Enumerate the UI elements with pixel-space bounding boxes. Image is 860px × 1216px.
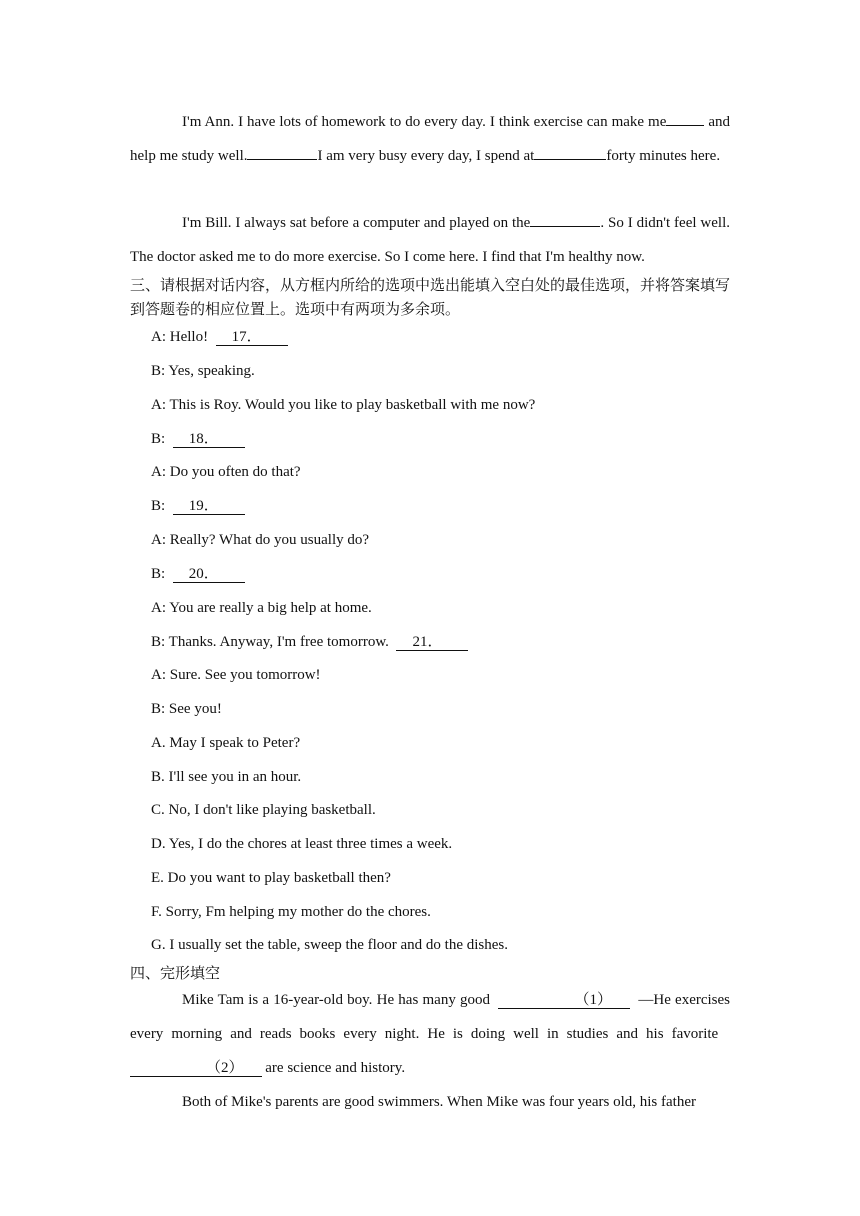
cloze-paragraph-2: Both of Mike's parents are good swimmers. When Mike was four years old, his father — [182, 1094, 696, 1110]
answer-blank[interactable] — [666, 110, 704, 126]
option-f: F. Sorry, Fm helping my mother do the chores. — [151, 904, 431, 920]
section-3-heading: 三、请根据对话内容，从方框内所给的选项中选出能填入空白处的最佳选项，并将答案填写到答题卷的相应位置上。选项中有两项为多余项。 — [130, 276, 731, 318]
dialogue-text: B: — [151, 431, 166, 447]
answer-blank[interactable] — [534, 144, 606, 160]
dialogue-line: A: Do you often do that? — [151, 464, 301, 480]
dialogue-blank-20[interactable]: 20． — [173, 566, 245, 583]
ann-text-2: and help me study well. — [130, 114, 731, 164]
option-c: C. No, I don't like playing basketball. — [151, 802, 376, 818]
option-e: E. Do you want to play basketball then? — [151, 870, 391, 886]
dialogue-blank-21[interactable]: 21． — [396, 634, 468, 651]
dialogue-text: B: — [151, 498, 166, 514]
dialogue-line — [151, 429, 245, 449]
dialogue-text: B: — [151, 566, 166, 582]
bill-text-2: . So I didn't feel well. The doctor asked me to do more exercise. So I come here. I find that I'm healthy now. — [130, 215, 730, 265]
answer-blank[interactable] — [530, 211, 600, 227]
dialogue-blank-18[interactable]: 18． — [173, 431, 245, 448]
option-d: D. Yes, I do the chores at least three times a week. — [151, 836, 453, 852]
dialogue-blank-19[interactable]: 19． — [173, 498, 245, 515]
cloze-text-1: Mike Tam is a 16-year-old boy. He has many good — [182, 992, 491, 1008]
option-b: B. I'll see you in an hour. — [151, 769, 302, 785]
dialogue-line: A: Sure. See you tomorrow! — [151, 667, 321, 683]
ann-text-3: I am very busy every day, I spend at — [317, 148, 535, 164]
ann-paragraph — [130, 105, 730, 173]
cloze-text-2: —He exercises every morning and reads books every night. He is doing well in studies and his favorite — [130, 992, 731, 1042]
ann-text-4: forty minutes here. — [606, 148, 721, 164]
dialogue-text: A: Hello! — [151, 329, 209, 345]
option-g: G. I usually set the table, sweep the floor and do the dishes. — [151, 937, 508, 953]
dialogue-blank-17[interactable]: 17． — [216, 329, 288, 346]
cloze-paragraph-1 — [130, 983, 730, 1085]
cloze-blank-2[interactable]: （2） — [130, 1060, 262, 1077]
dialogue-line: A: Really? What do you usually do? — [151, 532, 370, 548]
ann-text-1: I'm Ann. I have lots of homework to do every day. I think exercise can make me — [182, 114, 667, 130]
dialogue-line — [151, 327, 288, 347]
dialogue-line — [151, 496, 245, 516]
dialogue-line: B: Yes, speaking. — [151, 363, 255, 379]
dialogue-text: B: Thanks. Anyway, I'm free tomorrow. — [151, 634, 389, 650]
answer-blank[interactable] — [247, 144, 317, 160]
dialogue-line — [151, 632, 468, 652]
dialogue-line — [151, 564, 245, 584]
dialogue-line: A: You are really a big help at home. — [151, 600, 372, 616]
bill-text-1: I'm Bill. I always sat before a computer and played on the — [182, 215, 531, 231]
option-a: A. May I speak to Peter? — [151, 735, 301, 751]
cloze-blank-1[interactable]: （1） — [498, 992, 630, 1009]
section-4-heading: 四、完形填空 — [130, 964, 221, 982]
cloze-text-3: are science and history. — [265, 1060, 406, 1076]
dialogue-line: B: See you! — [151, 701, 222, 717]
bill-paragraph — [130, 206, 730, 274]
dialogue-line: A: This is Roy. Would you like to play basketball with me now? — [151, 397, 536, 413]
